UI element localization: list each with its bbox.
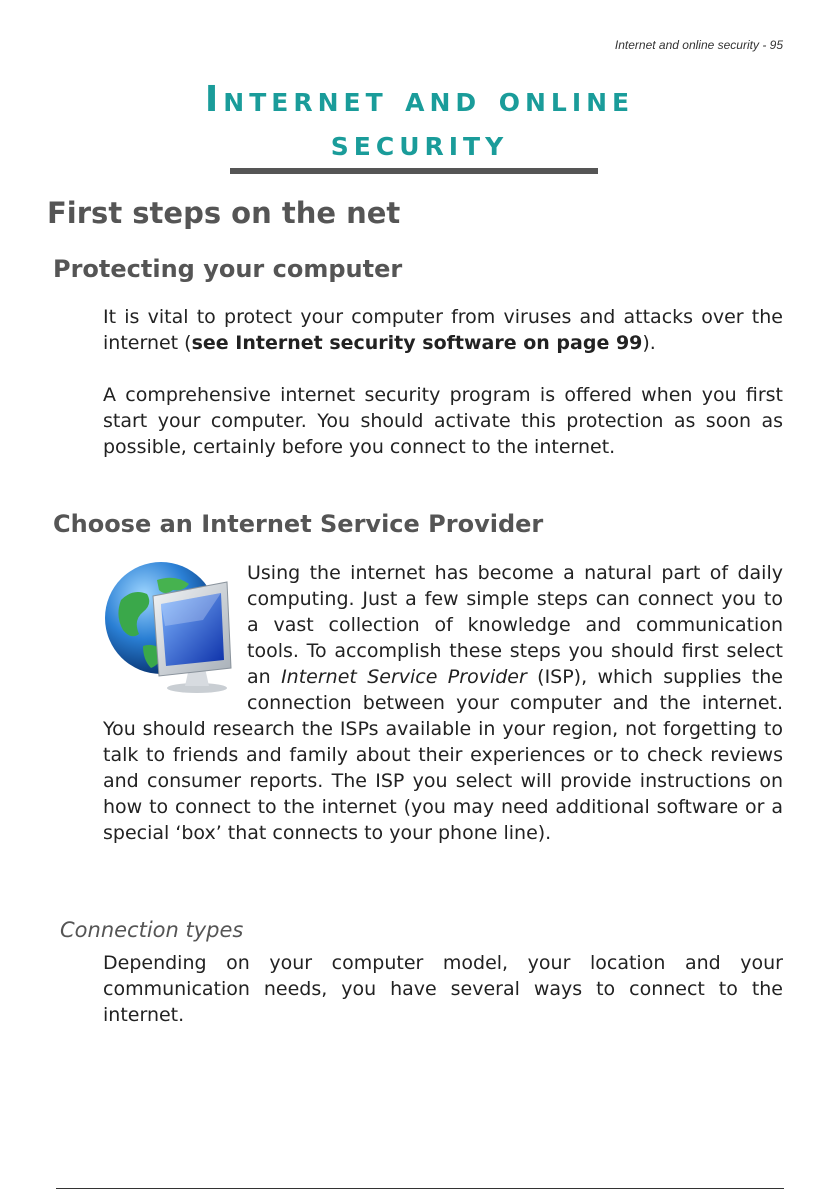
para-text: Using the internet has become a natural part of daily computing. Just a few simple steps can connect you to a vast collection of knowledge and communication tools. To accomplish these steps you should first select an (247, 562, 783, 688)
paragraph-protecting-2: A comprehensive internet security program is offered when you first start your computer. You should activate this protection as soon as possible, certainly before you connect to the internet. (103, 384, 783, 458)
chapter-title-line-2: security (330, 123, 509, 164)
footer-rule (56, 1188, 784, 1189)
globe-monitor-image (103, 560, 239, 695)
subsection-heading-connection-types: Connection types (60, 918, 244, 942)
title-underline (230, 168, 598, 174)
para-text: It is vital to protect your computer from viruses and attacks over the internet ( (103, 306, 783, 354)
chapter-title-line-1: Internet and online (204, 79, 635, 120)
subsection-heading-isp: Choose an Internet Service Provider (53, 510, 544, 538)
chapter-title (0, 78, 839, 166)
globe-monitor-icon (103, 560, 239, 695)
subsection-heading-protecting: Protecting your computer (53, 255, 403, 283)
para-text: ). (642, 332, 656, 354)
isp-term: Internet Service Provider (281, 666, 527, 688)
para-text: (ISP), which supplies the connection between your computer and the internet. You should research the ISPs available in your region, not forgetting to talk to friends and family about their experiences or to check reviews and consumer reports. The ISP you select will provide instructions on how to connect to the internet (you may need additional software or a special ‘box’ that connects to your phone line). (103, 666, 783, 844)
internet-security-cross-reference[interactable]: see Internet security software on page 99 (191, 332, 643, 354)
paragraph-connection-types: Depending on your computer model, your location and your communication needs, you have several ways to connect to the internet. (103, 952, 783, 1026)
paragraph-isp (103, 560, 783, 846)
section-heading: First steps on the net (47, 196, 401, 230)
running-header: Internet and online security - 95 (614, 38, 783, 52)
paragraph-protecting-1 (103, 304, 783, 356)
